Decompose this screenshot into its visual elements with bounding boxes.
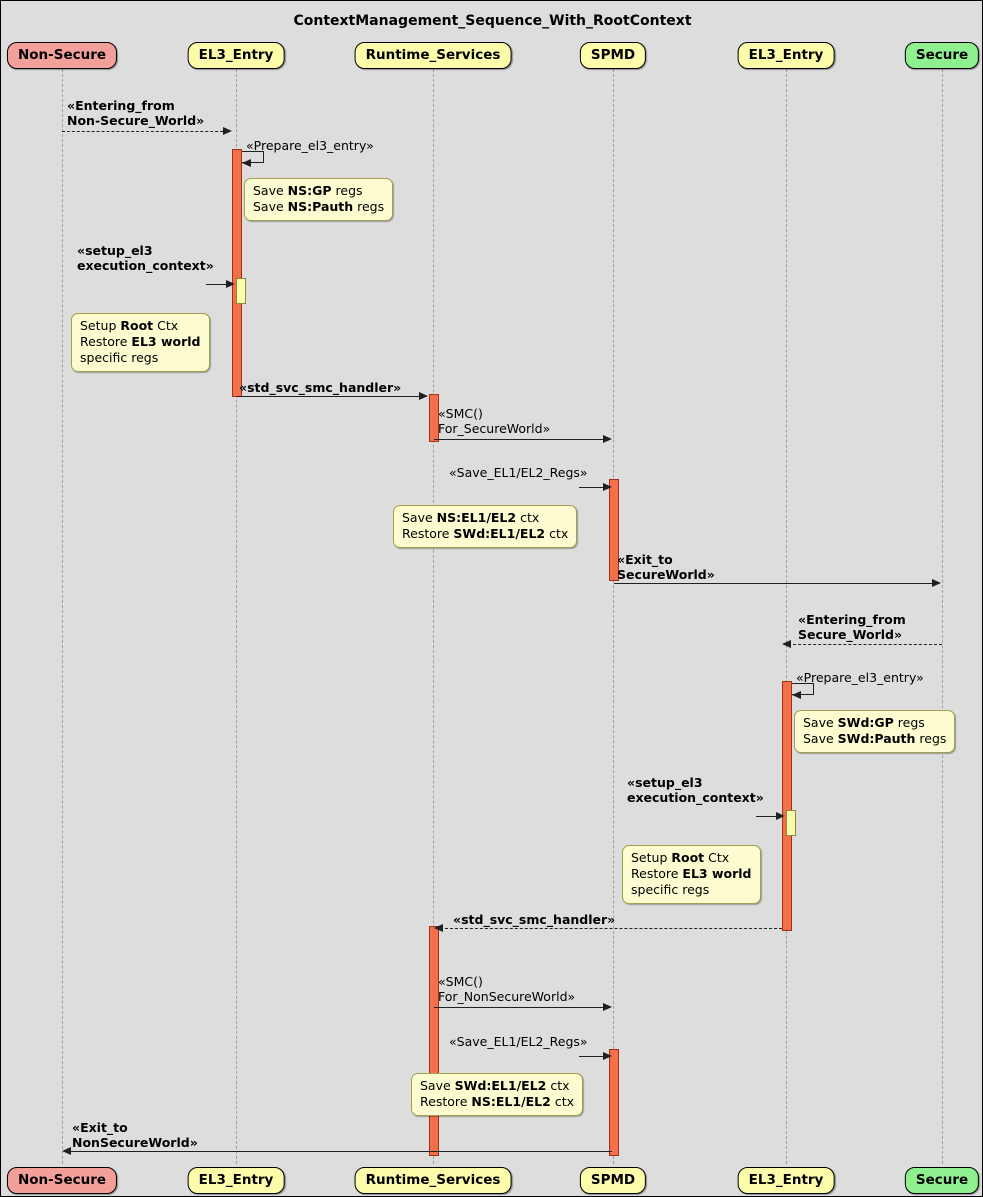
message-std-svc-smc-handler-1 bbox=[239, 380, 401, 395]
note-line: specific regs bbox=[80, 350, 159, 365]
message-arrow-m1 bbox=[62, 131, 228, 132]
note-line: Save NS:EL1/EL2 ctx bbox=[402, 510, 540, 525]
message-entering-from-secure-world bbox=[798, 612, 906, 642]
participant-secure-bottom[interactable]: Secure bbox=[905, 1167, 979, 1194]
message-line-1: «Entering_from bbox=[798, 612, 906, 627]
participant-runtime-services-top[interactable]: Runtime_Services bbox=[355, 42, 512, 69]
message-save-el1-el2-regs-2 bbox=[449, 1034, 588, 1049]
message-arrow-m14 bbox=[68, 1151, 612, 1152]
message-exit-to-non-secure-world bbox=[72, 1120, 198, 1150]
participant-non-secure-bottom[interactable]: Non-Secure bbox=[7, 1167, 117, 1194]
message-line-1: «Entering_from bbox=[67, 98, 175, 113]
activation-el3-entry-left-setup bbox=[236, 278, 246, 304]
message-prepare-el3-entry-2 bbox=[796, 670, 924, 685]
message-line-2: For_SecureWorld» bbox=[438, 421, 551, 436]
message-line-1: «Save_EL1/EL2_Regs» bbox=[449, 1034, 588, 1049]
message-line-2: SecureWorld» bbox=[617, 567, 715, 582]
message-line-1: «Save_EL1/EL2_Regs» bbox=[449, 465, 588, 480]
message-setup-el3-execution-context-1 bbox=[77, 243, 214, 273]
lifeline-el3-entry-right bbox=[786, 69, 787, 1164]
page-title: ContextManagement_Sequence_With_RootContext bbox=[293, 13, 692, 29]
note-save-swd-el1-el2 bbox=[411, 1073, 583, 1116]
message-exit-to-secure-world bbox=[617, 552, 715, 582]
note-setup-root-ctx-1 bbox=[71, 313, 210, 372]
note-save-ns-el1-el2 bbox=[393, 505, 577, 548]
arrowhead-m3 bbox=[226, 280, 235, 288]
message-line-1: «Exit_to bbox=[617, 552, 673, 567]
note-line: Setup Root Ctx bbox=[631, 850, 730, 865]
arrowhead-m1 bbox=[223, 127, 232, 135]
lifeline-spmd bbox=[613, 69, 614, 1164]
arrowhead-m4 bbox=[419, 392, 428, 400]
message-arrow-m11 bbox=[440, 928, 782, 929]
note-line: Save SWd:GP regs bbox=[803, 715, 925, 730]
note-line: Save SWd:Pauth regs bbox=[803, 731, 947, 746]
activation-spmd-2 bbox=[609, 1049, 619, 1156]
message-line-1: «Prepare_el3_entry» bbox=[796, 670, 924, 685]
message-line-1: «std_svc_smc_handler» bbox=[453, 912, 616, 927]
note-line: specific regs bbox=[631, 882, 710, 897]
note-line: Restore EL3 world bbox=[80, 334, 201, 349]
message-line-1: «SMC() bbox=[438, 974, 483, 989]
arrowhead-m9 bbox=[792, 691, 801, 699]
activation-runtime-services-2 bbox=[429, 926, 439, 1156]
participant-non-secure-top[interactable]: Non-Secure bbox=[7, 42, 117, 69]
message-prepare-el3-entry-1 bbox=[246, 138, 374, 153]
participant-runtime-services-bottom[interactable]: Runtime_Services bbox=[355, 1167, 512, 1194]
note-line: Restore NS:EL1/EL2 ctx bbox=[420, 1094, 574, 1109]
activation-el3-entry-right bbox=[782, 681, 792, 931]
participant-el3-entry-left-top[interactable]: EL3_Entry bbox=[188, 42, 285, 69]
message-line-1: «setup_el3 bbox=[77, 243, 153, 258]
participant-secure-top[interactable]: Secure bbox=[905, 42, 979, 69]
arrowhead-m5 bbox=[603, 435, 612, 443]
arrowhead-m2 bbox=[242, 159, 251, 167]
message-arrow-m7 bbox=[614, 583, 936, 584]
arrowhead-m6 bbox=[603, 483, 612, 491]
lifeline-secure bbox=[942, 69, 943, 1164]
arrowhead-m10 bbox=[776, 812, 785, 820]
message-line-2: For_NonSecureWorld» bbox=[438, 989, 576, 1004]
message-smc-for-secure-world bbox=[438, 406, 550, 436]
note-line: Restore SWd:EL1/EL2 ctx bbox=[402, 526, 569, 541]
message-line-2: execution_context» bbox=[627, 790, 764, 805]
note-line: Setup Root Ctx bbox=[80, 318, 179, 333]
message-line-2: Non-Secure_World» bbox=[67, 113, 205, 128]
note-line: Save NS:Pauth regs bbox=[253, 199, 385, 214]
message-line-2: execution_context» bbox=[77, 258, 214, 273]
participant-spmd-bottom[interactable]: SPMD bbox=[580, 1167, 646, 1194]
message-line-1: «std_svc_smc_handler» bbox=[239, 380, 402, 395]
activation-el3-entry-right-setup bbox=[786, 810, 796, 836]
message-line-2: NonSecureWorld» bbox=[72, 1135, 198, 1150]
arrowhead-m8 bbox=[782, 640, 791, 648]
note-save-swd-regs bbox=[794, 710, 955, 753]
participant-spmd-top[interactable]: SPMD bbox=[580, 42, 646, 69]
note-save-ns-regs bbox=[244, 178, 393, 221]
participant-el3-entry-right-top[interactable]: EL3_Entry bbox=[738, 42, 835, 69]
participant-el3-entry-left-bottom[interactable]: EL3_Entry bbox=[188, 1167, 285, 1194]
message-line-1: «SMC() bbox=[438, 406, 483, 421]
lifeline-non-secure bbox=[62, 69, 63, 1164]
message-setup-el3-execution-context-2 bbox=[627, 775, 764, 805]
arrowhead-m14 bbox=[62, 1147, 71, 1155]
activation-el3-entry-left bbox=[232, 149, 242, 397]
message-line-1: «Prepare_el3_entry» bbox=[246, 138, 374, 153]
message-line-1: «setup_el3 bbox=[627, 775, 703, 790]
message-std-svc-smc-handler-2 bbox=[453, 912, 615, 927]
note-setup-root-ctx-2 bbox=[622, 845, 761, 904]
message-line-1: «Exit_to bbox=[72, 1120, 128, 1135]
message-arrow-m5 bbox=[434, 439, 608, 440]
message-smc-for-non-secure-world bbox=[438, 974, 575, 1004]
arrowhead-m13 bbox=[603, 1052, 612, 1060]
note-line: Save SWd:EL1/EL2 ctx bbox=[420, 1078, 570, 1093]
message-save-el1-el2-regs-1 bbox=[449, 465, 588, 480]
message-arrow-m12 bbox=[434, 1007, 608, 1008]
arrowhead-m12 bbox=[603, 1003, 612, 1011]
message-line-2: Secure_World» bbox=[798, 627, 903, 642]
arrowhead-m7 bbox=[932, 579, 941, 587]
arrowhead-m11 bbox=[434, 924, 443, 932]
note-line: Save NS:GP regs bbox=[253, 183, 363, 198]
participant-el3-entry-right-bottom[interactable]: EL3_Entry bbox=[738, 1167, 835, 1194]
note-line: Restore EL3 world bbox=[631, 866, 752, 881]
message-entering-from-non-secure-world bbox=[67, 98, 204, 128]
message-arrow-m8 bbox=[788, 644, 942, 645]
message-arrow-m4 bbox=[237, 396, 423, 397]
